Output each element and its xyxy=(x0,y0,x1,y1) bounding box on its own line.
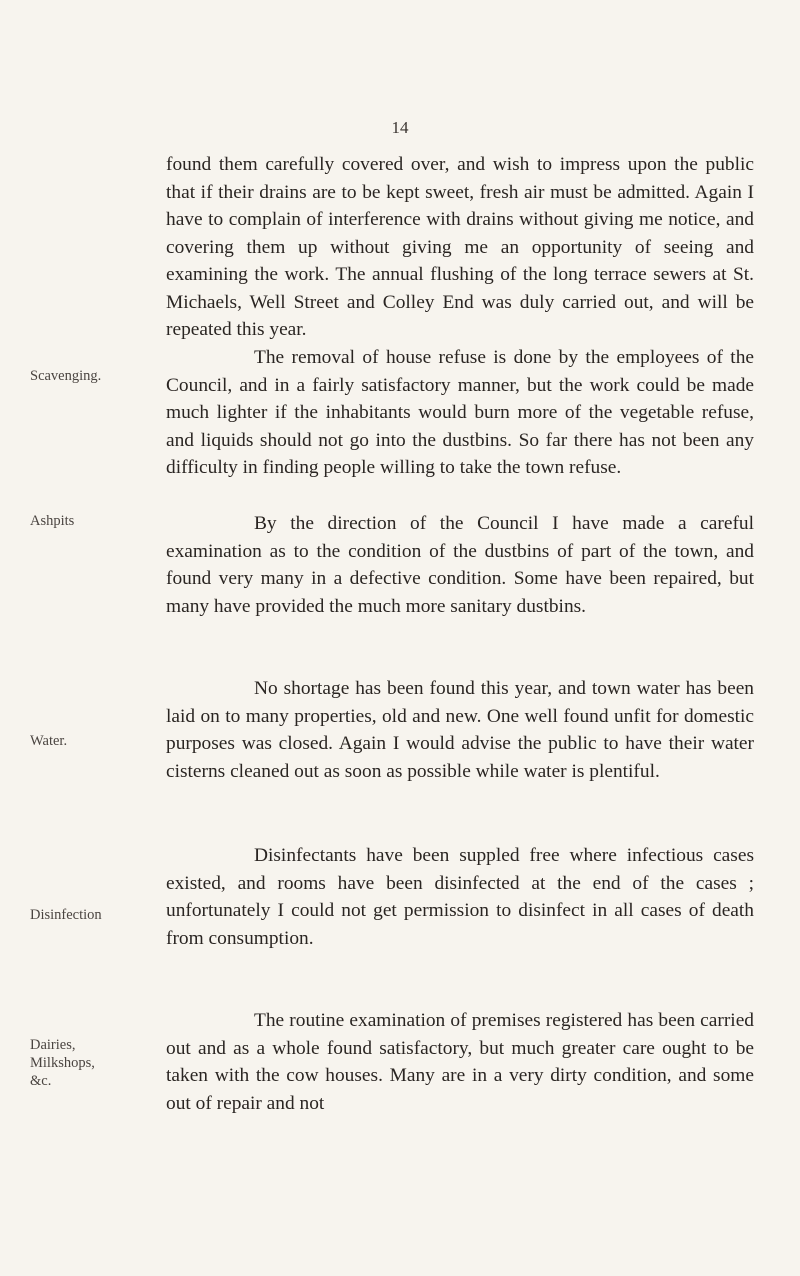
paragraph-ashpits-block xyxy=(166,510,754,620)
paragraph-scavenging-block xyxy=(166,344,754,482)
paragraph-ashpits xyxy=(166,510,754,620)
paragraph-drains: found them carefully covered over, and wish to impress upon the public that if their drains are to be kept sweet, fresh air must be admitted. Again I have to complain of interference with drains without giving me notice, and covering them up without giving me an opportunity of seeing and examining the work. The annual flushing of the long terrace sewers at St. Michaels, Well Street and Colley End was duly carried out, and will be repeated this year. xyxy=(166,154,754,340)
paragraph-scavenging-text: The removal of house refuse is done by the employees of the Council, and in a fairly satisfactory manner, but the work could be made much lighter if the inhabitants would burn more of the vegetable refuse, and liquids should not go into the dustbins. So far there has not been any difficulty in finding people willing to take the town refuse. xyxy=(166,347,754,478)
paragraph-disinfection-text: Disinfectants have been suppled free where infectious cases existed, and rooms have been disinfected at the end of the cases ; unfortunately I could not get permission to disinfect in all cases of death from consumption. xyxy=(166,845,754,949)
side-note-dairies-line: Dairies, xyxy=(30,1037,76,1053)
side-note-water: Water. xyxy=(30,733,68,749)
paragraph-drains-block xyxy=(166,151,754,344)
paragraph-scavenging xyxy=(166,344,754,482)
paragraph-dairies xyxy=(166,1007,754,1117)
side-note-disinfection: Disinfection xyxy=(30,907,102,923)
paragraph-disinfection-block xyxy=(166,842,754,952)
paragraph-water-block xyxy=(166,675,754,785)
paragraph-disinfection xyxy=(166,842,754,952)
page-number: 14 xyxy=(391,118,409,137)
paragraph-dairies-text: The routine examination of premises registered has been carried out and as a whole found satisfactory, but much greater care ought to be taken with the cow houses. Many are in a very dirty condition, and some out of repair and not xyxy=(166,1010,754,1114)
paragraph-water-text: No shortage has been found this year, and town water has been laid on to many properties, old and new. One well found unfit for domestic purposes was closed. Again I would advise the public to have their water cisterns cleaned out as soon as possible while water is plentiful. xyxy=(166,678,754,782)
paragraph-water xyxy=(166,675,754,785)
paragraph-ashpits-text: By the direction of the Council I have made a careful examination as to the condition of the dustbins of part of the town, and found very many in a defective condition. Some have been repaired, but many have provided the much more sanitary dustbins. xyxy=(166,513,754,617)
paragraph-dairies-block xyxy=(166,1007,754,1117)
side-note-dairies-line: &c. xyxy=(30,1073,52,1089)
side-note-ashpits: Ashpits xyxy=(30,513,75,529)
side-note-dairies-line: Milkshops, xyxy=(30,1055,95,1071)
side-note-dairies xyxy=(30,1036,140,1090)
side-note-scavenging: Scavenging. xyxy=(30,368,102,384)
